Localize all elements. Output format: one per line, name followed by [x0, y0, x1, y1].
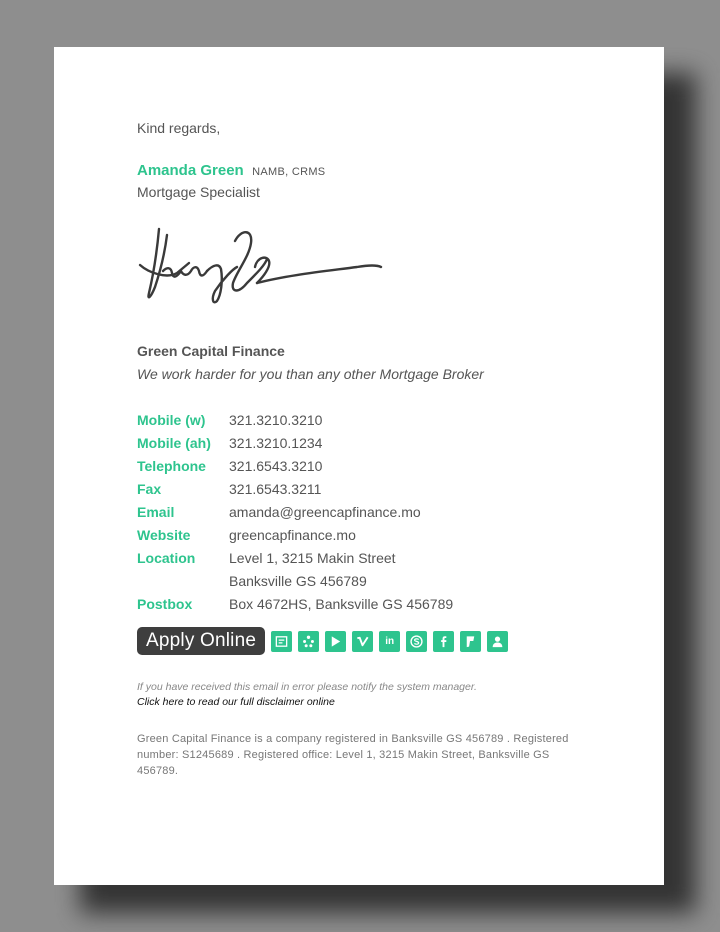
yelp-icon[interactable]	[298, 631, 319, 652]
sender-credentials: NAMB, CRMS	[252, 166, 326, 178]
contact-details	[137, 408, 453, 615]
contact-row-fax	[137, 477, 453, 500]
contact-value: 321.6543.3210	[229, 457, 323, 474]
email-link[interactable]: amanda@greencapfinance.mo	[229, 503, 421, 520]
sender-line	[137, 162, 325, 180]
apply-online-button[interactable]: Apply Online	[137, 627, 265, 655]
email-page	[54, 47, 664, 885]
error-notice: If you have received this email in error please notify the system manager.	[137, 681, 477, 693]
contact-label: Fax	[137, 480, 162, 497]
contact-label: Website	[137, 526, 191, 543]
legal-text: Green Capital Finance is a company registered in Banksville GS 456789 . Registered number: S1245689 . Registered office: Level 1, 3215 Makin Street, Banksville GS 456789.	[137, 733, 569, 777]
contact-label: Email	[137, 503, 175, 520]
contact-value: Level 1, 3215 Makin Street	[229, 549, 396, 566]
contact-row-postbox	[137, 592, 453, 615]
handwritten-signature	[137, 221, 387, 321]
social-icons	[271, 631, 508, 652]
contact-value: Banksville GS 456789	[229, 572, 367, 589]
job-title: Mortgage Specialist	[137, 184, 260, 200]
vimeo-icon[interactable]	[352, 631, 373, 652]
contact-row-website	[137, 523, 453, 546]
disclaimer-link[interactable]: Click here to read our full disclaimer online	[137, 696, 335, 708]
contact-row-telephone	[137, 454, 453, 477]
closing-text: Kind regards,	[137, 120, 221, 136]
company-tagline: We work harder for you than any other Mortgage Broker	[137, 366, 484, 382]
contact-value: 321.3210.1234	[229, 434, 323, 451]
play-icon[interactable]	[325, 631, 346, 652]
website-link[interactable]: greencapfinance.mo	[229, 526, 356, 543]
contact-value: Box 4672HS, Banksville GS 456789	[229, 595, 454, 612]
contact-value: 321.6543.3211	[229, 480, 322, 497]
blog-icon[interactable]	[271, 631, 292, 652]
contact-row-location-line2	[137, 569, 453, 592]
company-name: Green Capital Finance	[137, 343, 285, 359]
contact-label: Mobile (ah)	[137, 434, 211, 451]
contact-label: Postbox	[137, 595, 193, 612]
contact-row-mobile-w	[137, 408, 453, 431]
contact-value: 321.3210.3210	[229, 411, 323, 428]
contact-row-mobile-ah	[137, 431, 453, 454]
contact-label: Telephone	[137, 457, 206, 474]
sender-name: Amanda Green	[137, 162, 244, 179]
profile-icon[interactable]	[487, 631, 508, 652]
contact-label: Mobile (w)	[137, 411, 206, 428]
action-bar	[137, 627, 508, 655]
foursquare-icon[interactable]	[460, 631, 481, 652]
linkedin-icon[interactable]: in	[379, 631, 400, 652]
skype-icon[interactable]	[406, 631, 427, 652]
contact-row-email	[137, 500, 453, 523]
contact-row-location	[137, 546, 453, 569]
contact-label: Location	[137, 549, 196, 566]
facebook-icon[interactable]	[433, 631, 454, 652]
